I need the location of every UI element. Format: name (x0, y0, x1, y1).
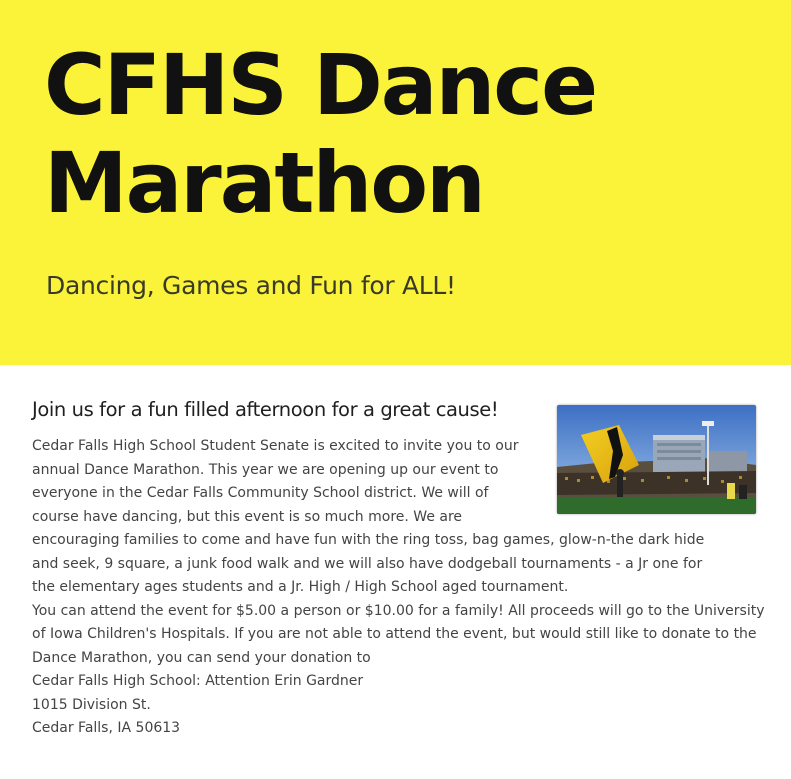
paragraph-line: the elementary ages students and a Jr. High / High School aged tournament. (32, 579, 569, 595)
paragraph-line: course have dancing, but this event is so much more. We are (32, 508, 463, 525)
paragraph-line: and seek, 9 square, a junk food walk and we will also have dodgeball tournaments - a Jr one for (32, 555, 703, 572)
hero-banner (0, 0, 791, 365)
page-title: CFHS Dance Marathon (44, 36, 597, 232)
address-line-2: 1015 Division St. (32, 696, 151, 713)
pricing-paragraph: You can attend the event for $5.00 a person or $10.00 for a family! All proceeds will go to the University of Iowa Children's Hospitals. If you are not able to attend the event, but would still like to donate to the Dance Marathon, you can send your donation to (32, 602, 765, 666)
article-body (32, 435, 767, 741)
address-line-1: Cedar Falls High School: Attention Erin Gardner (32, 673, 364, 689)
page-subtitle: Dancing, Games and Fun for ALL! (46, 271, 456, 300)
invitation-paragraph (32, 435, 767, 600)
paragraph-line: annual Dance Marathon. This year we are opening up our event to (32, 461, 499, 478)
paragraph-line: encouraging families to come and have fun with the ring toss, bag games, glow-n-the dark hide (32, 532, 705, 548)
article (0, 365, 791, 779)
address-line-3: Cedar Falls, IA 50613 (32, 720, 181, 736)
paragraph-line: Cedar Falls High School Student Senate is excited to invite you to our (32, 438, 519, 454)
section-heading: Join us for a fun filled afternoon for a great cause! (32, 398, 499, 421)
paragraph-line: everyone in the Cedar Falls Community School district. We will of (32, 485, 489, 501)
mailing-address (32, 670, 767, 741)
